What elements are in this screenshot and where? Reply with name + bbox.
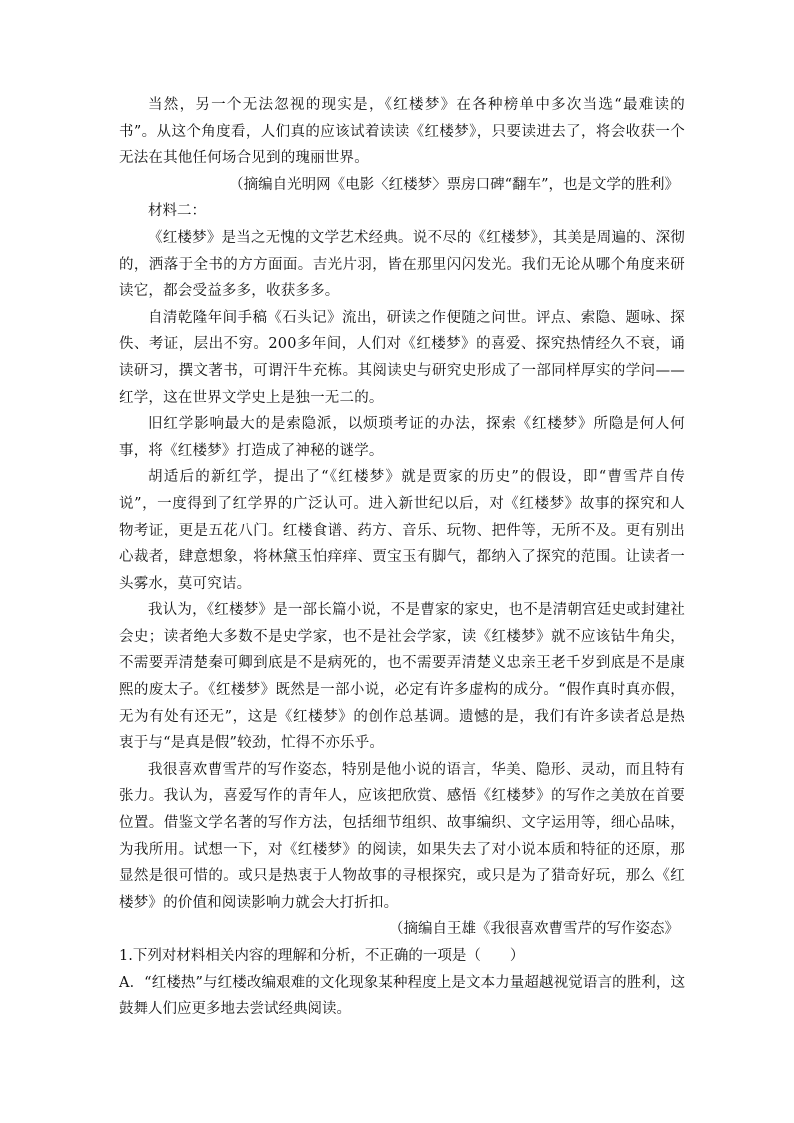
paragraph-2: 自清乾隆年间手稿《石头记》流出，研读之作便随之问世。评点、索隐、题咏、探佚、考证，层出不穷。200多年间，人们对《红楼梦》的喜爱、探究热情经久不衰，诵读研习，撰文著书，可谓汗牛充栋。其阅读史与研究史形成了一部同样厚实的学问——红学，这在世界文学史上是独一无二的。 (119, 309, 685, 406)
source-citation-2: （摘编自王雄《我很喜欢曹雪芹的写作姿态》 (389, 921, 679, 938)
option-a: A．“红楼热”与红楼改编艰难的文化现象某种程度上是文本力量超越视觉语言的胜利，这鼓舞人们应更多地去尝试经典阅读。 (119, 974, 685, 1018)
material-2-heading: 材料二： (148, 203, 206, 220)
document-page (119, 92, 685, 1023)
paragraph-intro: 当然，另一个无法忽视的现实是，《红楼梦》在各种榜单中多次当选“最难读的书”。从这个角度看，人们真的应该试着读读《红楼梦》，只要读进去了，将会收获一个无法在其他任何场合见到的瑰丽世界。 (119, 97, 685, 167)
paragraph-4: 胡适后的新红学，提出了“《红楼梦》就是贾家的历史”的假设，即“曹雪芹自传说”，一度得到了红学界的广泛认可。进入新世纪以后，对《红楼梦》故事的探究和人物考证，更是五花八门。红楼食谱、药方、音乐、玩物、把件等，无所不及。更有别出心裁者，肆意想象，将林黛玉怕痒痒、贾宝玉有脚气，都纳入了探究的范围。让读者一头雾水，莫可究诘。 (119, 469, 685, 592)
paragraph-1: 《红楼梦》是当之无愧的文学艺术经典。说不尽的《红楼梦》，其美是周遍的、深彻的，洒落于全书的方方面面。吉光片羽，皆在那里闪闪发光。我们无论从哪个角度来研读它，都会受益多多，收获多多。 (119, 229, 685, 300)
source-citation-1: （摘编自光明网《电影〈红楼梦〉票房口碑“翻车”，也是文学的胜利》 (229, 176, 679, 193)
paragraph-5: 我认为，《红楼梦》是一部长篇小说，不是曹家的家史，也不是清朝宫廷史或封建社会史；读者绝大多数不是史学家，也不是社会学家，读《红楼梦》就不应该钻牛角尖，不需要弄清楚秦可卿到底是不是病死的，也不需要弄清楚义忠亲王老千岁到底是不是康熙的废太子。《红楼梦》既然是一部小说，必定有许多虚构的成分。“假作真时真亦假，无为有处有还无”，这是《红楼梦》的创作总基调。遗憾的是，我们有许多读者总是热衷于与“是真是假”较劲，忙得不亦乐乎。 (119, 602, 685, 752)
paragraph-6: 我很喜欢曹雪芹的写作姿态，特别是他小说的语言，华美、隐形、灵动，而且特有张力。我认为，喜爱写作的青年人，应该把欣赏、感悟《红楼梦》的写作之美放在首要位置。借鉴文学名著的写作方法，包括细节组织、故事编织、文字运用等，细心品味，为我所用。试想一下，对《红楼梦》的阅读，如果失去了对小说本质和特征的还原，那显然是很可惜的。或只是热衷于人物故事的寻根探究，或只是为了猎奇好玩，那么《红楼梦》的价值和阅读影响力就会大打折扣。 (119, 761, 685, 911)
paragraph-3: 旧红学影响最大的是索隐派，以烦琐考证的办法，探索《红楼梦》所隐是何人何事，将《红楼梦》打造成了神秘的谜学。 (119, 416, 685, 459)
question-1: 1.下列对材料相关内容的理解和分析，不正确的一项是（ ） (119, 948, 525, 964)
